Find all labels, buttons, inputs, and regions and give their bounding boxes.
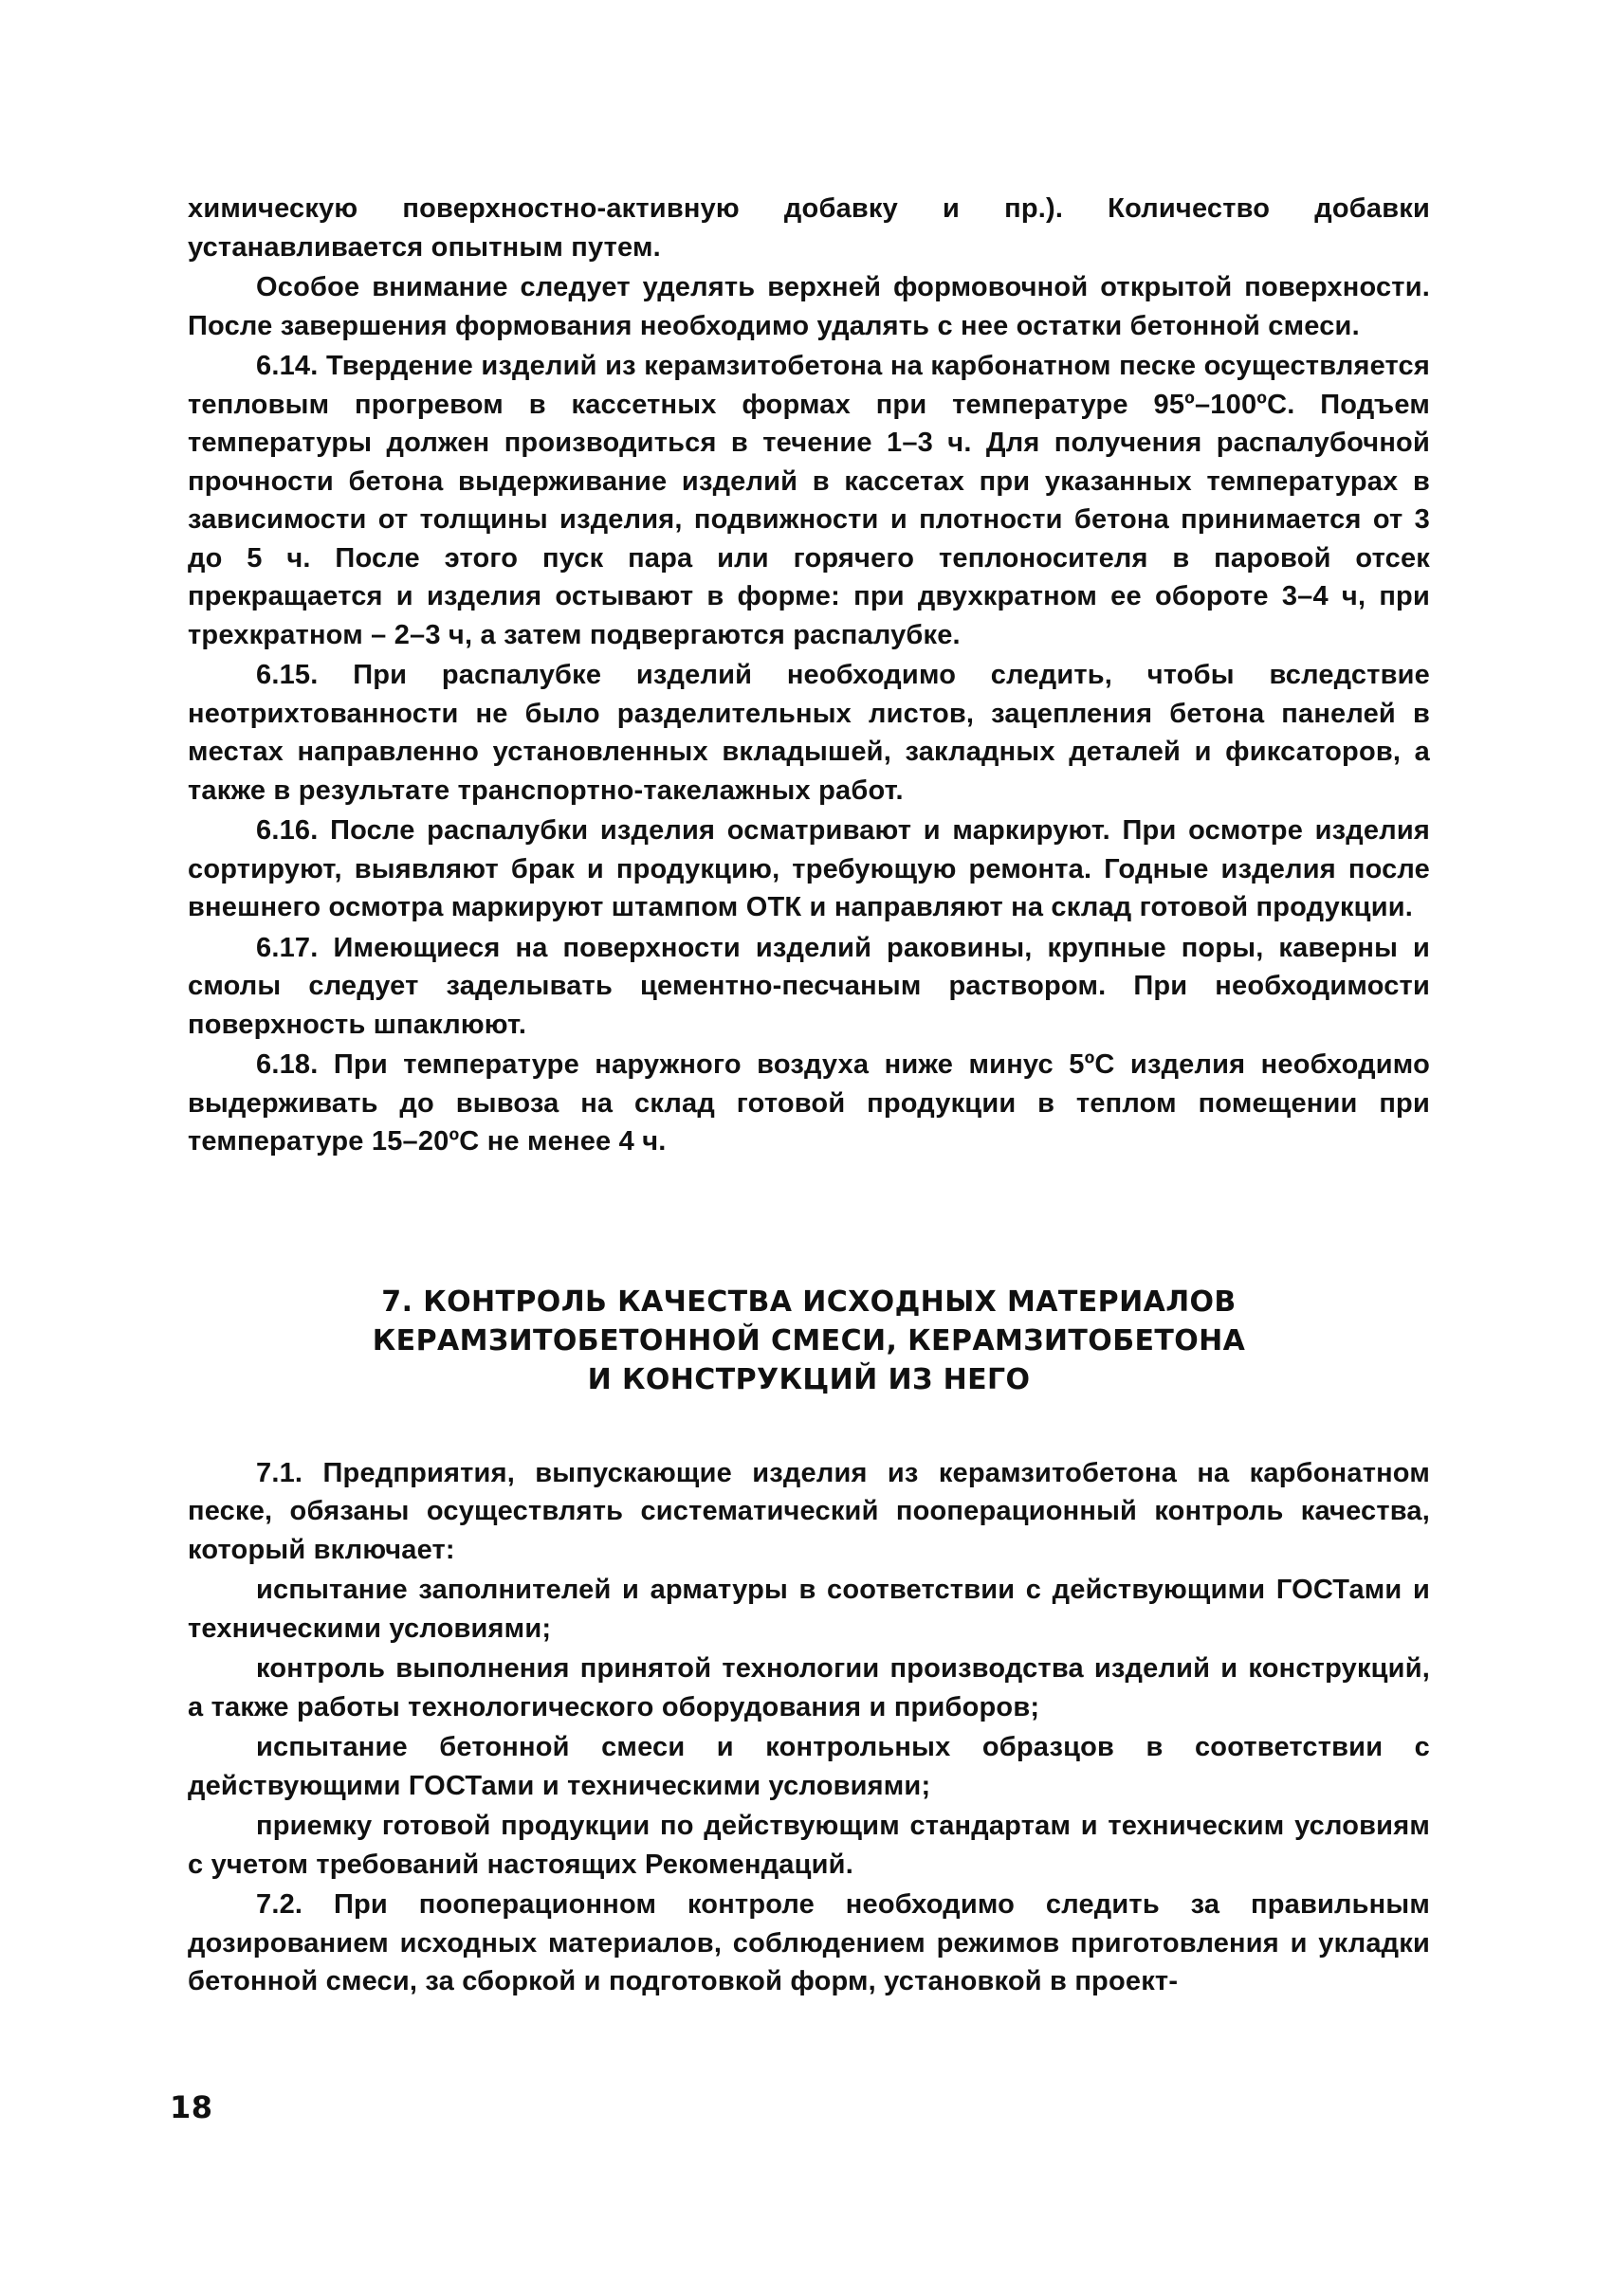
paragraph-6-18 xyxy=(188,1046,1430,1161)
paragraph-text: испытание бетонной смеси и контрольных образцов в соответствии с действующими ГОСТами и техническими условиями; xyxy=(188,1732,1430,1801)
paragraph-text: Имеющиеся на поверхности изделий раковины, крупные поры, каверны и смолы следует заделывать цементно-песчаным раствором. При необходимости поверхность шпаклюют. xyxy=(188,932,1431,1040)
list-item-technology-control xyxy=(188,1649,1430,1726)
paragraph-text: химическую поверхностно-активную добавку и пр.). Количество добавки устанавливается опытным путем. xyxy=(188,193,1430,263)
paragraph-7-2 xyxy=(188,1886,1430,2001)
paragraph-text: Твердение изделий из керамзитобетона на карбонатном песке осуществляется тепловым прогревом в кассетных формах при температуре 95º–100ºС. Подъем температуры должен производиться в течение 1–3 ч. Для получения распалубочной прочности бетона выдерживание изделий в кассетах при указанных температурах в зависимости от толщины изделия, подвижности и плотности бетона принимается от 3 до 5 ч. После этого пуск пара или горячего теплоносителя в паровой отсек прекращается и изделия остывают в форме: при двухкратном ее обороте 3–4 ч, при трехкратном – 2–3 ч, а затем подвергаются распалубке. xyxy=(188,351,1430,650)
section-7-heading xyxy=(188,1283,1430,1399)
paragraph-text: испытание заполнителей и арматуры в соответствии с действующими ГОСТами и техническими условиями; xyxy=(188,1575,1430,1644)
paragraph-number: 6.16. xyxy=(256,815,319,846)
paragraph-7-1 xyxy=(188,1454,1430,1570)
paragraph-6-17 xyxy=(188,929,1430,1045)
heading-line: КЕРАМЗИТОБЕТОННОЙ СМЕСИ, КЕРАМЗИТОБЕТОНА xyxy=(372,1323,1246,1358)
list-item-acceptance xyxy=(188,1807,1430,1884)
paragraph-text: При температуре наружного воздуха ниже минус 5ºС изделия необходимо выдерживать до вывоза на склад готовой продукции в теплом помещении при температуре 15–20ºС не менее 4 ч. xyxy=(188,1049,1430,1157)
paragraph-6-15 xyxy=(188,656,1430,810)
paragraph-number: 7.2. xyxy=(256,1889,303,1920)
paragraph-number: 6.14. xyxy=(256,351,319,381)
paragraph-text: После распалубки изделия осматривают и маркируют. При осмотре изделия сортируют, выявляют брак и продукцию, требующую ремонта. Годные изделия после внешнего осмотра маркируют штампом ОТК и направляют на склад готовой продукции. xyxy=(188,815,1430,922)
paragraph-number: 6.17. xyxy=(256,932,319,963)
paragraph-text: приемку готовой продукции по действующим стандартам и техническим условиям с учетом требований настоящих Рекомендаций. xyxy=(188,1811,1430,1880)
continuation-paragraph xyxy=(188,190,1430,266)
paragraph-text: контроль выполнения принятой технологии производства изделий и конструкций, а также работы технологического оборудования и приборов; xyxy=(188,1653,1430,1722)
list-item-mix-testing xyxy=(188,1728,1430,1805)
paragraph-text: При пооперационном контроле необходимо следить за правильным дозированием исходных материалов, соблюдением режимов приготовления и укладки бетонной смеси, за сборкой и подготовкой форм, установкой в проект- xyxy=(188,1889,1430,1996)
paragraph-text: При распалубке изделий необходимо следить, чтобы вследствие неотрихтованности не было разделительных листов, зацепления бетона панелей в местах направленно установленных вкладышей, закладных деталей и фиксаторов, а также в результате транспортно-такелажных работ. xyxy=(188,660,1430,806)
list-item-materials-testing xyxy=(188,1571,1430,1648)
paragraph-6-16 xyxy=(188,811,1430,927)
paragraph-6-14 xyxy=(188,347,1430,654)
paragraph-surface-care xyxy=(188,268,1430,345)
heading-line: 7. КОНТРОЛЬ КАЧЕСТВА ИСХОДНЫХ МАТЕРИАЛОВ xyxy=(381,1285,1237,1319)
page-number: 18 xyxy=(170,2089,213,2125)
document-page xyxy=(188,190,1430,2003)
paragraph-text: Особое внимание следует уделять верхней формовочной открытой поверхности. После завершения формования необходимо удалять с нее остатки бетонной смеси. xyxy=(188,272,1430,341)
paragraph-number: 6.18. xyxy=(256,1049,319,1080)
heading-line: И КОНСТРУКЦИЙ ИЗ НЕГО xyxy=(587,1362,1031,1396)
paragraph-text: Предприятия, выпускающие изделия из керамзитобетона на карбонатном песке, обязаны осуществлять систематический пооперационный контроль качества, который включает: xyxy=(188,1457,1430,1565)
paragraph-number: 6.15. xyxy=(256,660,319,690)
paragraph-number: 7.1. xyxy=(256,1457,303,1488)
